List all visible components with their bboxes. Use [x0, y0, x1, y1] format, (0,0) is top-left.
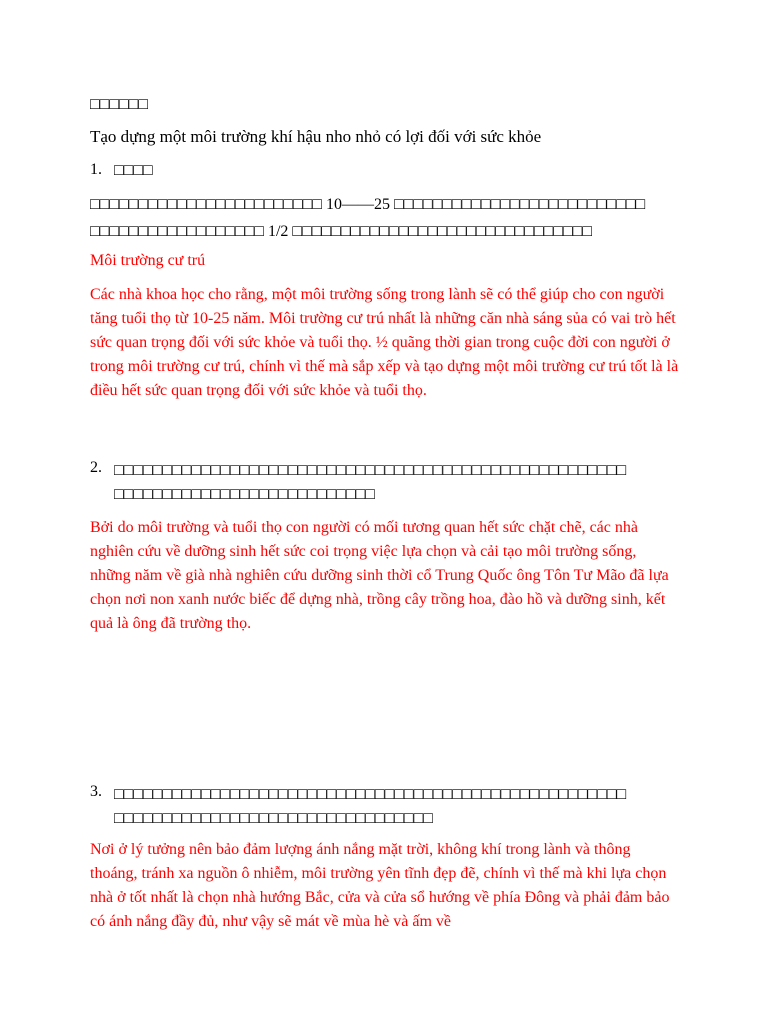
section-1-heading [90, 159, 680, 183]
document-title-vn: Tạo dựng một môi trường khí hậu nho nhỏ có lợi đối với sức khỏe [90, 127, 542, 146]
section-2 [90, 459, 680, 507]
section-3-cn-line-1: □□□□□□□□□□□□□□□□□□□□□□□□□□□□□□□□□□□□□□□□□□□□□□□□□□□□□ [114, 786, 627, 803]
section-1-paragraph-cn [90, 191, 680, 245]
section-1-number: 1. [90, 161, 102, 178]
section-1-cn-line-1: □□□□□□□□□□□□□□□□□□□□□□□□ 10——25 □□□□□□□□□□□□□□□□□□□□□□□□□□ [90, 196, 646, 213]
document-heading-cn: □□□□□□ [90, 96, 148, 113]
section-2-paragraph-vn: Bởi do môi trường và tuổi thọ con người có mối tương quan hết sức chặt chẽ, các nhà nghiên cứu về dưỡng sinh hết sức coi trọng việc lựa chọn và cải tạo môi trường sống, những năm về già nhà nghiên cứu dưỡng sinh thời cổ Trung Quốc ông Tôn Tư Mão đã lựa chọn nơi non xanh nước biếc để dựng nhà, trồng cây trồng hoa, đào hồ và dưỡng sinh, kết quả là ông đã trường thọ. [90, 519, 669, 632]
section-1-subheading-vn: Môi trường cư trú [90, 252, 206, 269]
section-2-number: 2. [90, 459, 102, 476]
section-2-cn-line-2: □□□□□□□□□□□□□□□□□□□□□□□□□□□ [114, 486, 375, 503]
section-3-cn-line-2: □□□□□□□□□□□□□□□□□□□□□□□□□□□□□□□□□ [114, 810, 433, 827]
section-1-cn-line-2: □□□□□□□□□□□□□□□□□□ 1/2 □□□□□□□□□□□□□□□□□□□□□□□□□□□□□□□ [90, 223, 592, 240]
section-3-number: 3. [90, 783, 102, 800]
section-1-paragraph-vn: Các nhà khoa học cho rằng, một môi trường sống trong lành sẽ có thể giúp cho con người tăng tuổi thọ từ 10-25 năm. Môi trường cư trú nhất là những căn nhà sáng sủa có vai trò hết sức quan trọng đối với sức khỏe và tuổi thọ. ½ quãng thời gian trong cuộc đời con người ở trong môi trường cư trú, chính vì thế mà sắp xếp và tạo dựng một môi trường cư trú tốt là là điều hết sức quan trọng đối với sức khỏe và tuổi thọ. [90, 286, 679, 399]
section-2-cn-line-1: □□□□□□□□□□□□□□□□□□□□□□□□□□□□□□□□□□□□□□□□□□□□□□□□□□□□□ [114, 462, 627, 479]
section-3-paragraph-cn [114, 783, 680, 831]
section-2-paragraph-cn [114, 459, 680, 507]
section-3-paragraph-vn: Nơi ở lý tưởng nên bảo đảm lượng ánh nắng mặt trời, không khí trong lành và thông thoáng, tránh xa nguồn ô nhiễm, môi trường yên tĩnh đẹp đẽ, chính vì thế mà khi lựa chọn nhà ở tốt nhất là chọn nhà hướng Bắc, cửa và cửa sổ hướng về phía Đông và phải đảm bảo có ánh nắng đầy đủ, như vậy sẽ mát về mùa hè và ấm về [90, 841, 670, 930]
section-1-heading-cn: □□□□ [114, 162, 153, 179]
section-3 [90, 783, 680, 831]
